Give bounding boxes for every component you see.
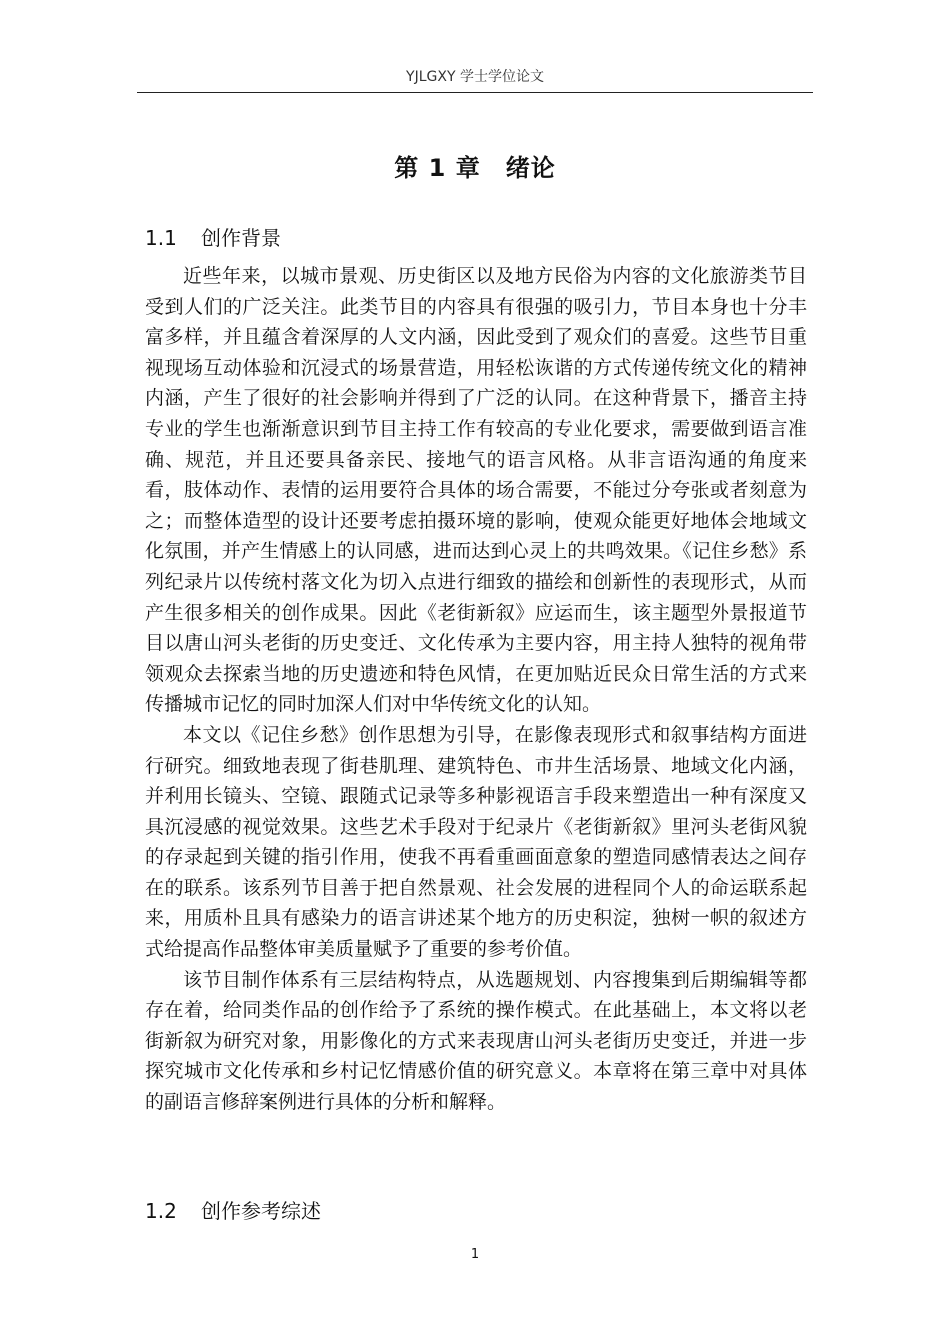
section-number: 1.2 (145, 1199, 177, 1223)
section-heading-1-2 (145, 1195, 321, 1224)
section-title: 创作背景 (201, 226, 281, 250)
section-title: 创作参考综述 (201, 1199, 321, 1223)
paragraph: 近些年来，以城市景观、历史街区以及地方民俗为内容的文化旅游类节目受到人们的广泛关注。此类节目的内容具有很强的吸引力，节目本身也十分丰富多样，并且蕴含着深厚的人文内涵，因此受到了观众们的喜爱。这些节目重视现场互动体验和沉浸式的场景营造，用轻松诙谐的方式传递传统文化的精神内涵，产生了很好的社会影响并得到了广泛的认同。在这种背景下，播音主持专业的学生也渐渐意识到节目主持工作有较高的专业化要求，需要做到语言准确、规范，并且还要具备亲民、接地气的语言风格。从非言语沟通的角度来看，肢体动作、表情的运用要符合具体的场合需要，不能过分夸张或者刻意为之；而整体造型的设计还要考虑拍摄环境的影响，使观众能更好地体会地域文化氛围，并产生情感上的认同感，进而达到心灵上的共鸣效果。《记住乡愁》系列纪录片以传统村落文化为切入点进行细致的描绘和创新性的表现形式，从而产生很多相关的创作成果。因此《老街新叙》应运而生，该主题型外景报道节目以唐山河头老街的历史变迁、文化传承为主要内容，用主持人独特的视角带领观众去探索当地的历史遗迹和特色风情，在更加贴近民众日常生活的方式来传播城市记忆的同时加深人们对中华传统文化的认知。 (145, 265, 807, 716)
section-heading-1-1 (145, 222, 281, 251)
page-number: 1 (470, 1247, 480, 1262)
chapter-title: 第 1 章 绪论 (394, 154, 556, 182)
header-rule (137, 92, 813, 93)
section-number: 1.1 (145, 226, 177, 250)
paragraph: 该节目制作体系有三层结构特点，从选题规划、内容搜集到后期编辑等都存在着，给同类作品的创作给予了系统的操作模式。在此基础上，本文将以老街新叙为研究对象，用影像化的方式来表现唐山河头老街历史变迁，并进一步探究城市文化传承和乡村记忆情感价值的研究意义。本章将在第三章中对具体的副语言修辞案例进行具体的分析和解释。 (145, 968, 807, 1114)
paragraph: 本文以《记住乡愁》创作思想为引导，在影像表现形式和叙事结构方面进行研究。细致地表现了街巷肌理、建筑特色、市井生活场景、地域文化内涵，并利用长镜头、空镜、跟随式记录等多种影视语言手段来塑造出一种有深度又具沉浸感的视觉效果。这些艺术手段对于纪录片《老街新叙》里河头老街风貌的存录起到关键的指引作用，使我不再看重画面意象的塑造同感情表达之间存在的联系。该系列节目善于把自然景观、社会发展的进程同个人的命运联系起来，用质朴且具有感染力的语言讲述某个地方的历史积淀，独树一帜的叙述方式给提高作品整体审美质量赋予了重要的参考价值。 (145, 723, 807, 961)
body-text (145, 261, 807, 1118)
running-header: YJLGXY 学士学位论文 (406, 69, 544, 85)
